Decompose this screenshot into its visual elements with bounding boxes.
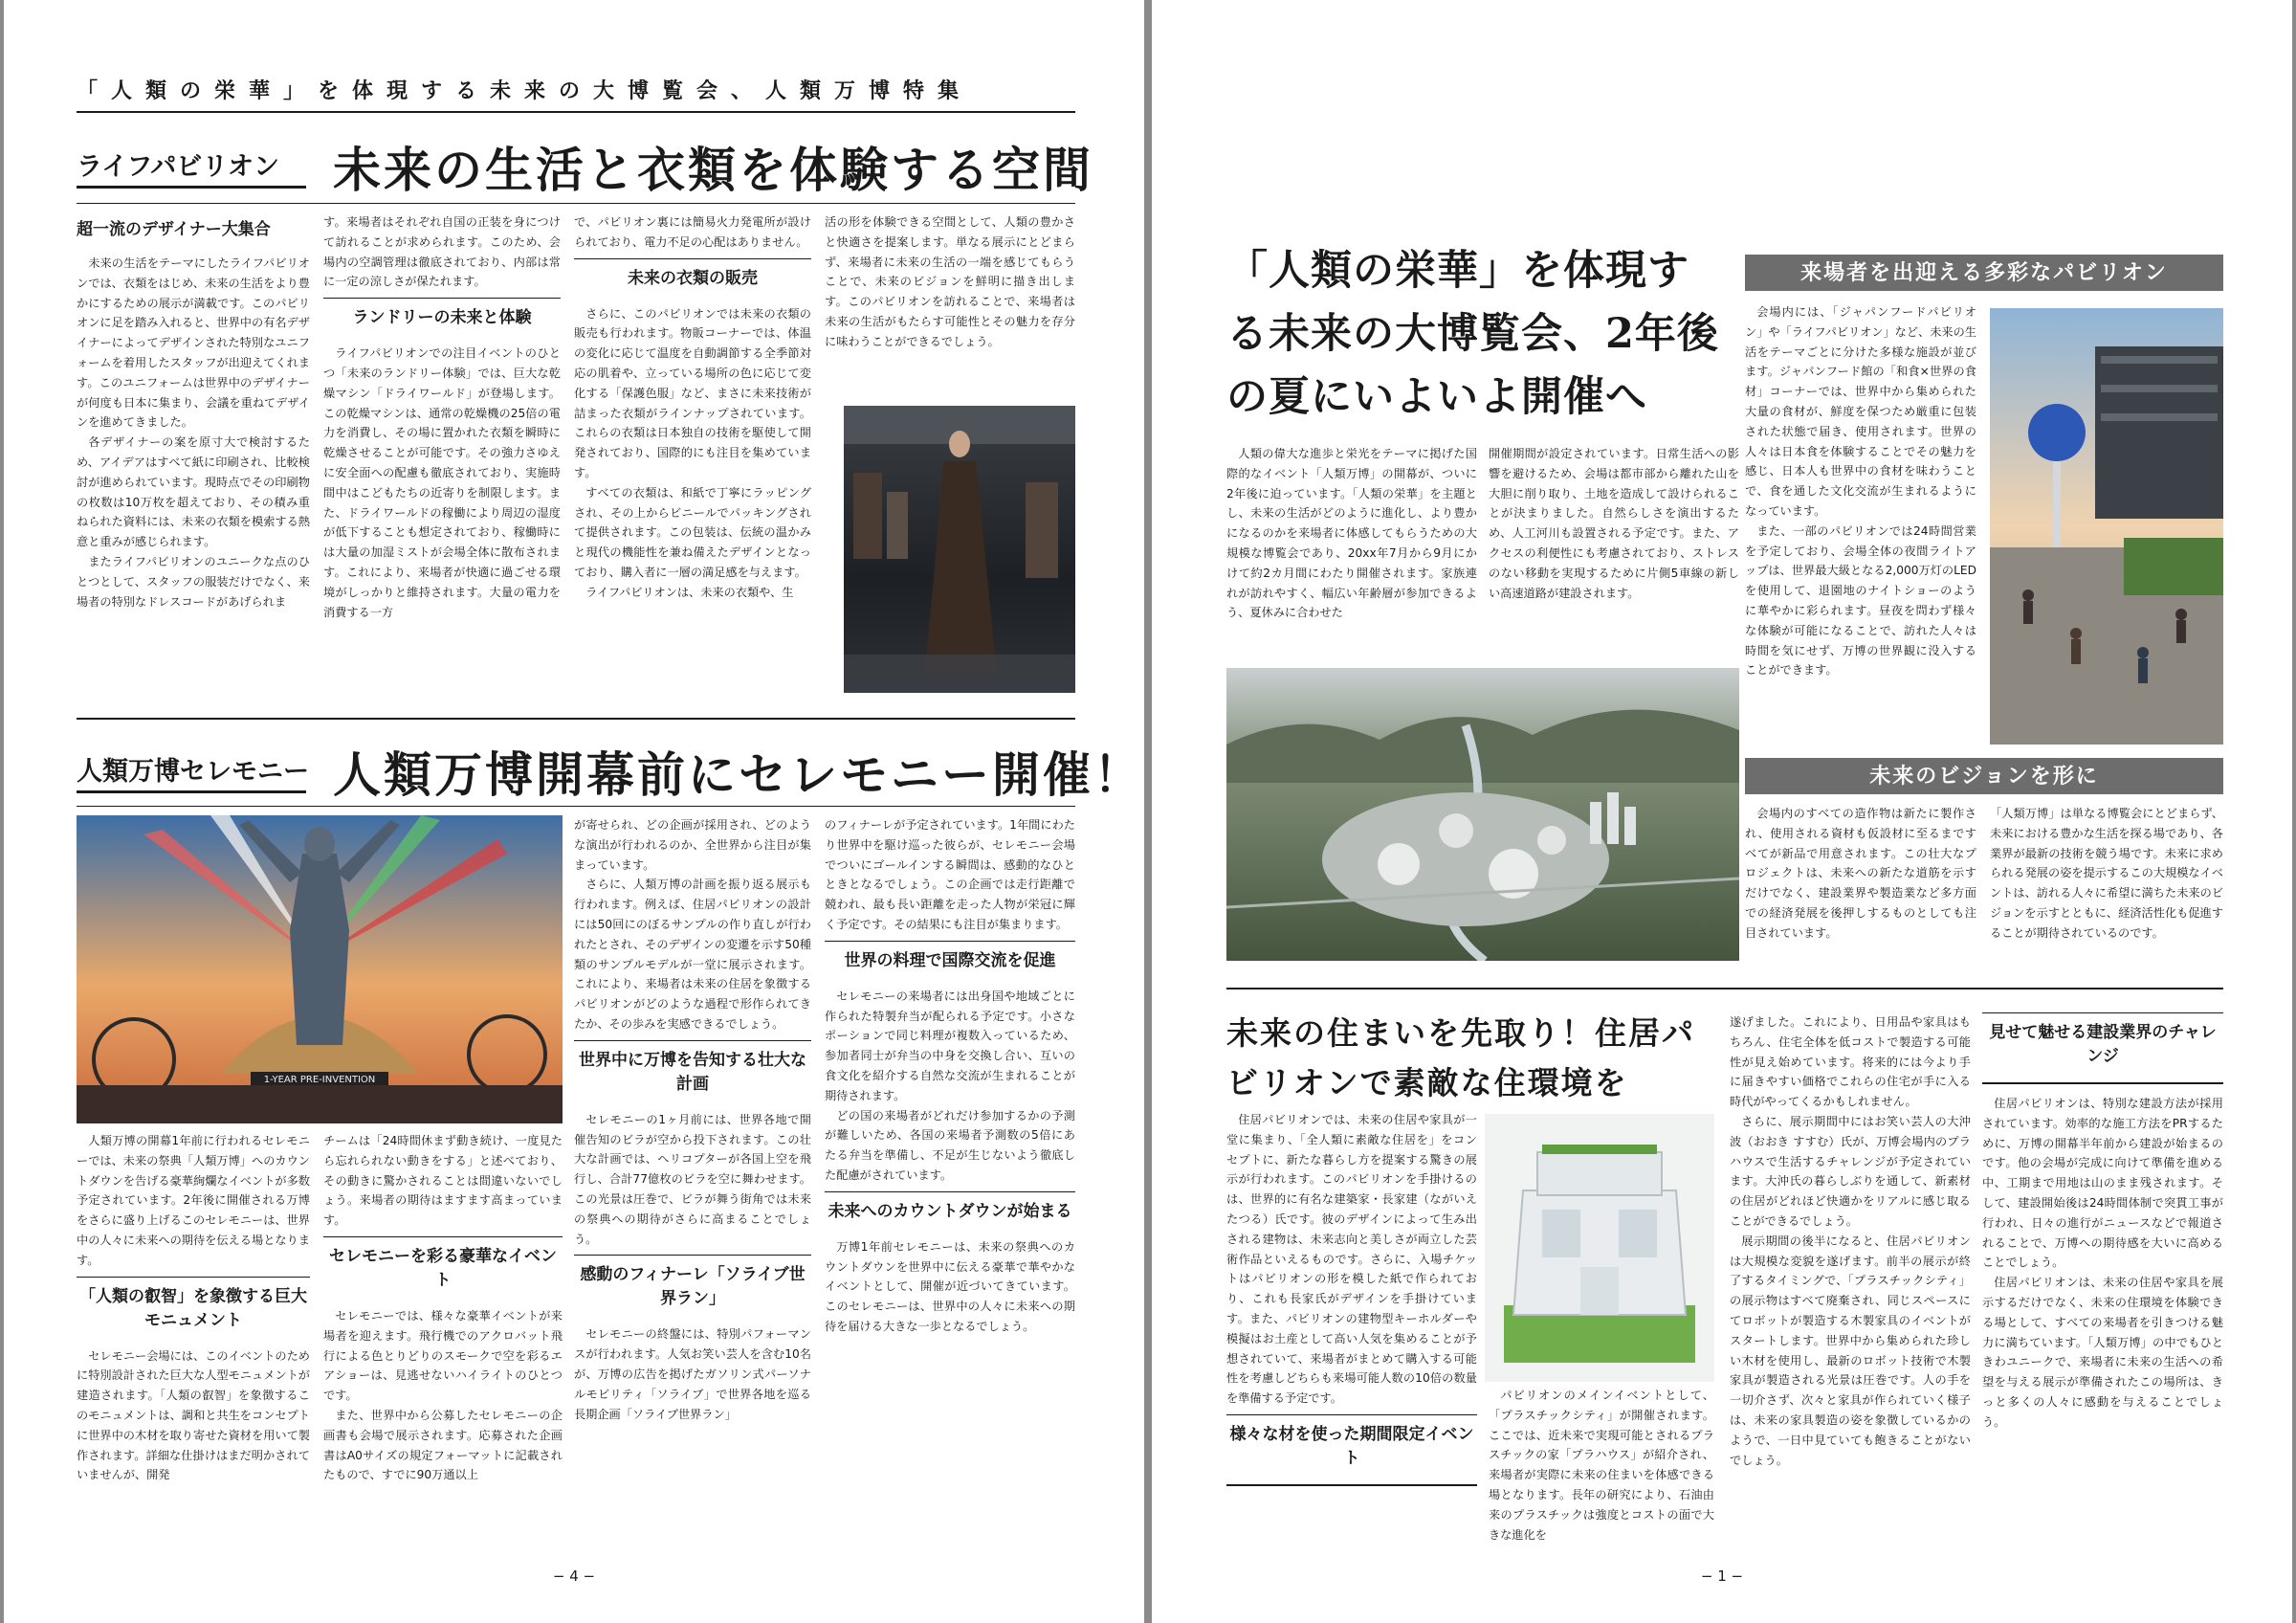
subhead-finale: 感動のフィナーレ「ソライブ世界ラン」 bbox=[574, 1255, 811, 1324]
article-ceremony-col4 bbox=[825, 815, 1075, 1581]
paragraph: 人類の偉大な進歩と栄光をテーマに掲げた国際的なイベント「人類万博」の開幕が、ついに2年後に迫っています。「人類の栄華」を主題とし、未来の生活がどのように進化し、より豊かになるのかを来場者に体感してもらうための大規模な博覧会であり、20xx年7月から9月にかけて約2カ月間にわたり開催されます。家族連れが訪れやすく、幅広い年齢層が参加できるよう、夏休みに合わせた bbox=[1226, 447, 1477, 620]
paragraph: さらに、展示期間中にはお笑い芸人の大沖波（おおき すすむ）氏が、万博会場内のプラハウスで生活するチャレンジが予定されています。大沖氏の暮らしぶりを通して、新素材の住居がどれほど快適かをリアルに感じ取ることができるでしょう。 bbox=[1730, 1114, 1971, 1228]
section-label-underline bbox=[77, 790, 306, 793]
article-ceremony-col1 bbox=[77, 1131, 310, 1581]
article-housing-col4 bbox=[1982, 1012, 2223, 1548]
lead-col2 bbox=[1489, 444, 1739, 655]
photo-expo-site-aerial bbox=[1226, 668, 1739, 961]
subhead-construction: 見せて魅せる建設業界のチャレンジ bbox=[1982, 1012, 2223, 1084]
lead-headline: 「人類の栄華」を体現する未来の大博覧会、2年後の夏にいよいよ開催へ bbox=[1226, 247, 1719, 421]
photo-ceremony-monument bbox=[77, 815, 563, 1123]
page-number: − 4 − bbox=[552, 1567, 596, 1585]
subhead-laundry: ランドリーの未来と体験 bbox=[323, 298, 561, 344]
paragraph: 「人類万博」は単なる博覧会にとどまらず、未来における豊かな生活を探る場であり、各業界が最新の技術を競う場です。未来に求められる発展の姿を提示するこの大規模なイベントは、訪れる人々に希望に満ちた未来のビジョンを示すとともに、経済活性化も促進することが期待されているのです。 bbox=[1990, 807, 2223, 940]
page-4 bbox=[4, 0, 1144, 1623]
page-1 bbox=[1152, 0, 2292, 1623]
headline-life: 未来の生活と衣類を体験する空間 bbox=[333, 142, 1093, 198]
article-vision-col2 bbox=[1990, 804, 2223, 967]
paragraph: また、一部のパビリオンでは24時間営業を予定しており、会場全体の夜間ライトアップは、世界最大級となる2,000万灯のLEDを使用して、退園地のナイトショーのように華やかに彩られます。昼夜を問わず様々な体験が可能になることで、訪れた人々は時間を気にせず、万博の世界観に没入することができます。 bbox=[1745, 523, 1976, 678]
photo-pavilion-plaza bbox=[1990, 308, 2223, 745]
paragraph: すべての衣類は、和紙で丁寧にラッピングされ、その上からビニールでパッキングされて提供されます。この包装は、伝統の温かみと現代の機能性を兼ね備えたデザインとなっており、購入者に一層の満足感を与えます。 bbox=[574, 485, 811, 579]
article-life-col2 bbox=[323, 212, 561, 700]
paragraph: 遂げました。これにより、日用品や家具はもちろん、住宅全体を低コストで製造する可能性が見え始めています。将来的には今より手に届きやすい価格でこれらの住宅が手に入る時代がやってくるかもしれません。 bbox=[1730, 1015, 1971, 1109]
subhead-limited-event: 様々な材を使った期間限定イベント bbox=[1226, 1414, 1477, 1486]
section-label-underline bbox=[77, 186, 306, 189]
photo-fashion-model bbox=[844, 406, 1075, 693]
article-housing-col2 bbox=[1489, 1386, 1714, 1548]
paragraph: また、世界中から公募したセレモニーの企画書も会場で展示されます。応募された企画書はA0サイズの規定フォーマットに記載されたもので、すでに90万通以上 bbox=[323, 1408, 563, 1482]
paragraph: 各デザイナーの案を原寸大で検討するため、アイデアはすべて紙に印刷され、比較検討が進められています。現時点でその印刷物の枚数は10万枚を超えており、その積み重ねられた資料には、未来の衣類を模索する熱意と重みが感じられます。 bbox=[77, 435, 310, 549]
subhead-countdown: 未来へのカウントダウンが始まる bbox=[825, 1191, 1075, 1237]
section-divider bbox=[77, 718, 1075, 720]
paragraph: チームは「24時間休まず動き続け、一度見たら忘れられない動きをする」と述べており、その動きに驚かされることは間違いないでしょう。来場者の期待はますます高まっています。 bbox=[323, 1134, 563, 1228]
subhead-monument: 「人類の叡智」を象徴する巨大モニュメント bbox=[77, 1277, 310, 1346]
article-vision-col1 bbox=[1745, 804, 1976, 967]
subhead-clothing-sales: 未来の衣類の販売 bbox=[574, 258, 811, 304]
paragraph: セレモニーの来場者には出身国や地域ごとに作られた特製弁当が配られる予定です。小さなポーションで同じ料理が複数入っているため、参加者同士が弁当の中身を交換し合い、互いの食文化を紹介する自然な交流が生まれることが期待されます。 bbox=[825, 989, 1075, 1102]
photo-caption: 1-YEAR PRE-INVENTION bbox=[263, 1075, 376, 1085]
paragraph: 住居パビリオンは、未来の住居や家具を展示するだけでなく、未来の住環境を体験できる場として、すべての来場者を引きつける魅力に満ちています。「人類万博」の中でもひときわユニークで、来場者に未来の生活への希望を与える展示が準備されたこの場所は、きっと多くの人々に感動を与えることでしょう。 bbox=[1982, 1276, 2223, 1429]
paragraph: が寄せられ、どの企画が採用され、どのような演出が行われるのか、全世界から注目が集まっています。 bbox=[574, 818, 811, 872]
paragraph: 未来の生活をテーマにしたライフパビリオンでは、衣類をはじめ、未来の生活をより豊かにするための展示が満載です。このパビリオンに足を踏み入れると、世界中の有名デザイナーによってデザインされた特別なユニフォームを着用したスタッフが出迎えてくれます。このユニフォームは世界中のデザイナーが何度も日本に集まり、会議を重ねてデザインを進めてきました。 bbox=[77, 256, 310, 430]
paragraph: 人類万博の開幕1年前に行われるセレモニーでは、未来の祭典「人類万博」へのカウントダウンを告げる豪華絢爛なイベントが多数予定されています。2年後に開催される万博をさらに盛り上げるこのセレモニーは、世界中の人々に未来への期待を伝える場となります。 bbox=[77, 1134, 310, 1267]
paragraph: ライフパビリオンでの注目イベントのひとつ「未来のランドリー体験」では、巨大な乾燥マシン「ドライワールド」が登場します。この乾燥マシンは、通常の乾燥機の25倍の電力を消費し、その場に置かれた衣類を瞬時に乾燥させることが可能です。その強力さゆえに安全面への配慮も徹底されており、実施時間中はこどもたちの近寄りを制限します。また、ドライワールドの稼働により周辺の湿度が低下することも想定されており、稼働時には大量の加湿ミストが会場全体に散布されます。これにより、来場者が快適に過ごせる環境がしっかりと維持されます。大量の電力を消費する一方 bbox=[323, 346, 561, 619]
paragraph: 住居パビリオンは、特別な建設方法が採用されています。効率的な施工方法をPRするために、万博の開幕半年前から建設が始まるのです。他の会場が完成に向けて準備を進める中、工期まで用地は山のまま残されます。そして、建設開始後は24時間体制で突貫工事が行われ、日々の進行がニュースなどで報道されることで、万博への期待感を大いに高めることでしょう。 bbox=[1982, 1097, 2223, 1270]
section-divider bbox=[1226, 988, 2223, 989]
article-pavilions bbox=[1745, 302, 1976, 743]
paragraph: ライフパビリオンは、未来の衣類や、生 bbox=[585, 585, 794, 599]
article-ceremony-col3 bbox=[574, 815, 811, 1581]
paragraph: セレモニーでは、様々な豪華イベントが来場者を迎えます。飛行機でのアクロバット飛行による色とりどりのスモークで空を彩るエアショーは、見逃せないハイライトのひとつです。 bbox=[323, 1308, 563, 1403]
photo-plastic-house bbox=[1485, 1114, 1714, 1382]
article-housing-col3 bbox=[1730, 1012, 1971, 1548]
subhead-events: セレモニーを彩る豪華なイベント bbox=[323, 1236, 563, 1306]
paragraph: で、パビリオン裏には簡易火力発電所が設けられており、電力不足の心配はありません。 bbox=[574, 215, 811, 249]
subhead-announcement: 世界中に万博を告知する壮大な計画 bbox=[574, 1040, 811, 1110]
subhead-cuisine: 世界の料理で国際交流を促進 bbox=[825, 941, 1075, 987]
paragraph: 開催期間が設定されています。日常生活への影響を避けるため、会場は都市部から離れた山を大胆に削り取り、土地を造成して設けられることが決まりました。自然らしさを演出するため、人工河川も設置される予定です。また、アクセスの利便性にも考慮されており、ストレスのない移動を実現するために片側5車線の新しい高速道路が建設されます。 bbox=[1489, 447, 1739, 600]
headline-housing: 未来の住まいを先取り！住居パビリオンで素敵な住環境を bbox=[1226, 1014, 1695, 1101]
article-ceremony-col2 bbox=[323, 1131, 563, 1581]
paragraph: 会場内には、「ジャパンフードパビリオン」や「ライフパビリオン」など、未来の生活をテーマごとに分けた多様な施設が並びます。ジャパンフード館の「和食×世界の食材」コーナーでは、世界中から集められた大量の食材が、鮮度を保つため厳重に包装された状態で届き、使用されます。世界の人々は日本食を体験することでその魅力を感じ、日本人も世界中の食材を味わうことで、食を通した文化交流が生まれるようになっています。 bbox=[1745, 305, 1976, 518]
paragraph: さらに、人類万博の計画を振り返る展示も行われます。例えば、住居パビリオンの設計には50回にのぼるサンプルの作り直しが行われたとされ、そのデザインの変遷を示す50種類のサンプルモデルが一堂に展示されます。これにより、来場者は未来の住居を象徴するパビリオンがどのような過程で形作られてきたか、その歩みを実感できるでしょう。 bbox=[574, 878, 811, 1031]
paragraph: さらに、このパビリオンでは未来の衣類の販売も行われます。物販コーナーでは、体温の変化に応じて温度を自動調節する全季節対応の肌着や、立っている場所の色に応じて変化する「保護色服」など、まさに未来技術が詰まった衣類がラインナップされています。これらの衣類は日本独自の技術を駆使して開発されており、国際的にも注目を集めています。 bbox=[574, 306, 811, 479]
banner-pavilions: 来場者を出迎える多彩なパビリオン bbox=[1745, 255, 2223, 291]
headline-rule bbox=[77, 806, 1075, 807]
article-life-col4 bbox=[825, 212, 1075, 404]
article-life-col3 bbox=[574, 212, 811, 700]
paragraph: どの国の来場者がどれだけ参加するかの予測が難しいため、各国の来場者予測数の5倍にあたる弁当を準備し、不足が生じないよう徹底した配慮がされています。 bbox=[825, 1108, 1075, 1182]
paragraph: パビリオンのメインイベントとして、「プラスチックシティ」が開催されます。ここでは、近未来で実現可能とされるプラスチックの家「プラハウス」が紹介され、来場者が実際に未来の住まいを体感できる場となります。長年の研究により、石油由来のプラスチックは強度とコストの面で大きな進化を bbox=[1489, 1389, 1714, 1542]
lead-col1 bbox=[1226, 444, 1477, 655]
article-housing-col1 bbox=[1226, 1110, 1477, 1541]
headline-ceremony: 人類万博開幕前にセレモニー開催！ bbox=[333, 746, 1144, 803]
banner-vision: 未来のビジョンを形に bbox=[1745, 758, 2223, 794]
masthead: 「人類の栄華」を体現する未来の大博覧会、人類万博特集 bbox=[77, 79, 973, 103]
section-label-life: ライフパビリオン bbox=[77, 152, 279, 182]
masthead-rule bbox=[77, 111, 1075, 113]
paragraph: 展示期間の後半になると、住居パビリオンは大規模な変貌を遂げます。前半の展示が終了するタイミングで、「プラスチックシティ」の展示物はすべて廃棄され、同じスペースにてロボットが製造する木製家具のイベントがスタートします。世界中から集められた珍しい木材を使用し、最新のロボット技術で木製家具が製造される光景は圧巻です。人の手を一切介さず、次々と家具が作られていく様子は、未来の家具製造の姿を象徴しているかのようで、一日中見ていても飽きることがないでしょう。 bbox=[1730, 1234, 1971, 1467]
paragraph: のフィナーレが予定されています。1年間にわたり世界中を駆け巡った彼らが、セレモニー会場でついにゴールインする瞬間は、感動的なひとときとなるでしょう。この企画では走行距離で競われ、最も長い距離を走った人物が栄冠に輝く予定です。その結果にも注目が集まります。 bbox=[825, 818, 1075, 931]
article-life-col1 bbox=[77, 212, 310, 700]
subhead-designers: 超一流のデザイナー大集合 bbox=[77, 220, 271, 239]
paragraph: す。来場者はそれぞれ自国の正装を身につけて訪れることが求められます。このため、会場内の空調管理は徹底されており、内部は常に一定の涼しさが保たれます。 bbox=[323, 215, 561, 289]
paragraph: セレモニーの終盤には、特別パフォーマンスが行われます。人気お笑い芸人を含む10名が、万博の広告を掲げたガソリン式パーソナルモビリティ「ソライブ」で世界各地を巡る長期企画「ソライブ世界ラン」 bbox=[574, 1327, 811, 1421]
paragraph: 万博1年前セレモニーは、未来の祭典へのカウントダウンを世界中に伝える豪華で華やかなイベントとして、開催が近づいてきています。このセレモニーは、世界中の人々に未来への期待を届ける大きな一歩となるでしょう。 bbox=[825, 1239, 1075, 1333]
headline-rule bbox=[77, 203, 1075, 204]
paragraph: 住居パビリオンでは、未来の住居や家具が一堂に集まり、「全人類に素敵な住居を」をコンセプトに、新たな暮らし方を提案する驚きの展示が行われます。このパビリオンを手掛けるのは、世界的に有名な建築家・長家建（ながいえ たつる）氏です。彼のデザインによって生み出される建物は、未来志向と美しさが両立した芸術作品といえるものです。さらに、入場チケットはパビリオンの形を模した紙で作られており、これも長家氏がデザインを手掛けています。また、パビリオンの建物型キーホルダーや模擬はお土産として高い人気を集めることが予想されていて、来場者がまとめて購入する可能性を考慮しどちらも来場可能人数の10倍の数量を準備する予定です。 bbox=[1226, 1113, 1477, 1406]
section-label-ceremony: 人類万博セレモニー bbox=[77, 757, 309, 787]
paragraph: セレモニーの1ヶ月前には、世界各地で開催告知のビラが空から投下されます。この壮大な計画では、ヘリコプターが各国上空を飛行し、合計77億枚のビラを空に舞わせます。この光景は圧巻で、ビラが舞う街角では未来の祭典への期待がさらに高まることでしょう。 bbox=[574, 1112, 811, 1246]
paragraph: セレモニー会場には、このイベントのために特別設計された巨大な人型モニュメントが建造されます。「人類の叡智」を象徴するこのモニュメントは、調和と共生をコンセプトに世界中の木材を取り寄せた資材を用いて製作されます。詳細な仕掛けはまだ明かされていませんが、開発 bbox=[77, 1348, 310, 1482]
paragraph: 会場内のすべての造作物は新たに製作され、使用される資材も仮設材に至るまですべてが新品で用意されます。この壮大なプロジェクトは、未来への新たな道筋を示すだけでなく、建設業界や製造業など多方面での経済発展を後押しするものとしても注目されています。 bbox=[1745, 807, 1976, 940]
paragraph: またライフパビリオンのユニークな点のひとつとして、スタッフの服装だけでなく、来場者の特別なドレスコードがあげられま bbox=[77, 554, 310, 609]
page-number: − 1 − bbox=[1700, 1567, 1744, 1585]
paragraph: 活の形を体験できる空間として、人類の豊かさと快適さを提案します。単なる展示にとどまらず、来場者に未来の生活の一端を感じてもらうことで、未来のビジョンを鮮明に描き出します。このパビリオンを訪れることで、来場者は未来の生活がもたらす可能性とその魅力を存分に味わうことができるでしょう。 bbox=[825, 215, 1075, 348]
